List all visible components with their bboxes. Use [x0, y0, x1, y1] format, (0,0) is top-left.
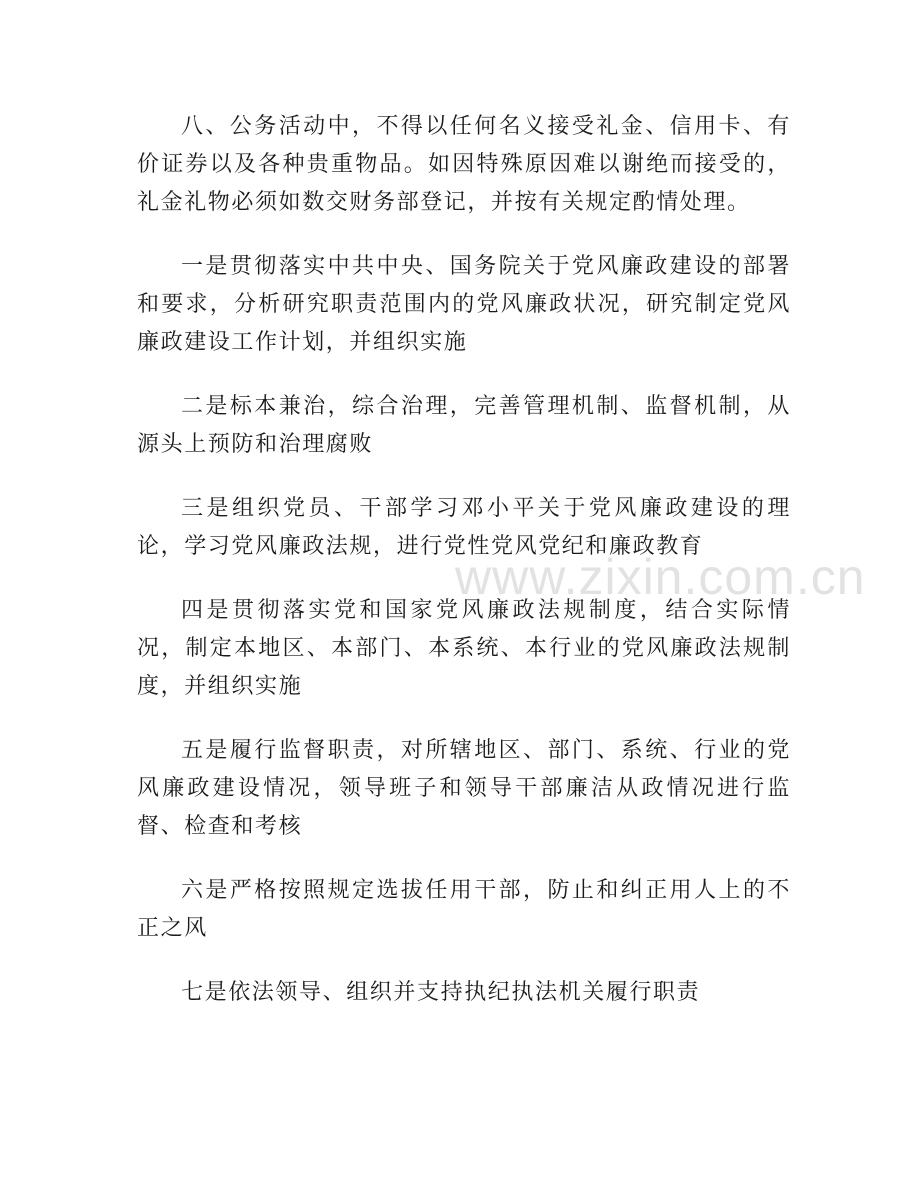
paragraph-duty-5: 五是履行监督职责，对所辖地区、部门、系统、行业的党风廉政建设情况，领导班子和领导干部廉洁从政情况进行监督、检查和考核 [137, 738, 791, 839]
paragraph-duty-4: 四是贯彻落实党和国家党风廉政法规制度，结合实际情况，制定本地区、本部门、本系统、本行业的党风廉政法规制度，并组织实施 [137, 598, 791, 699]
paragraph-item-8: 八、公务活动中，不得以任何名义接受礼金、信用卡、有价证券以及各种贵重物品。如因特殊原因难以谢绝而接受的，礼金礼物必须如数交财务部登记，并按有关规定酌情处理。 [137, 114, 791, 215]
paragraph-duty-6: 六是严格按照规定选拔任用干部，防止和纠正用人上的不正之风 [137, 878, 791, 941]
paragraph-duty-2: 二是标本兼治，综合治理，完善管理机制、监督机制，从源头上预防和治理腐败 [137, 394, 791, 457]
document-body [137, 108, 791, 1038]
paragraph-duty-7: 七是依法领导、组织并支持执纪执法机关履行职责 [181, 980, 701, 1005]
watermark: www.zixin.com.cn [455, 549, 866, 605]
paragraph-duty-1: 一是贯彻落实中共中央、国务院关于党风廉政建设的部署和要求，分析研究职责范围内的党风廉政状况，研究制定党风廉政建设工作计划，并组织实施 [137, 254, 791, 355]
paragraph-duty-3: 三是组织党员、干部学习邓小平关于党风廉政建设的理论，学习党风廉政法规，进行党性党风党纪和廉政教育 [137, 496, 791, 559]
